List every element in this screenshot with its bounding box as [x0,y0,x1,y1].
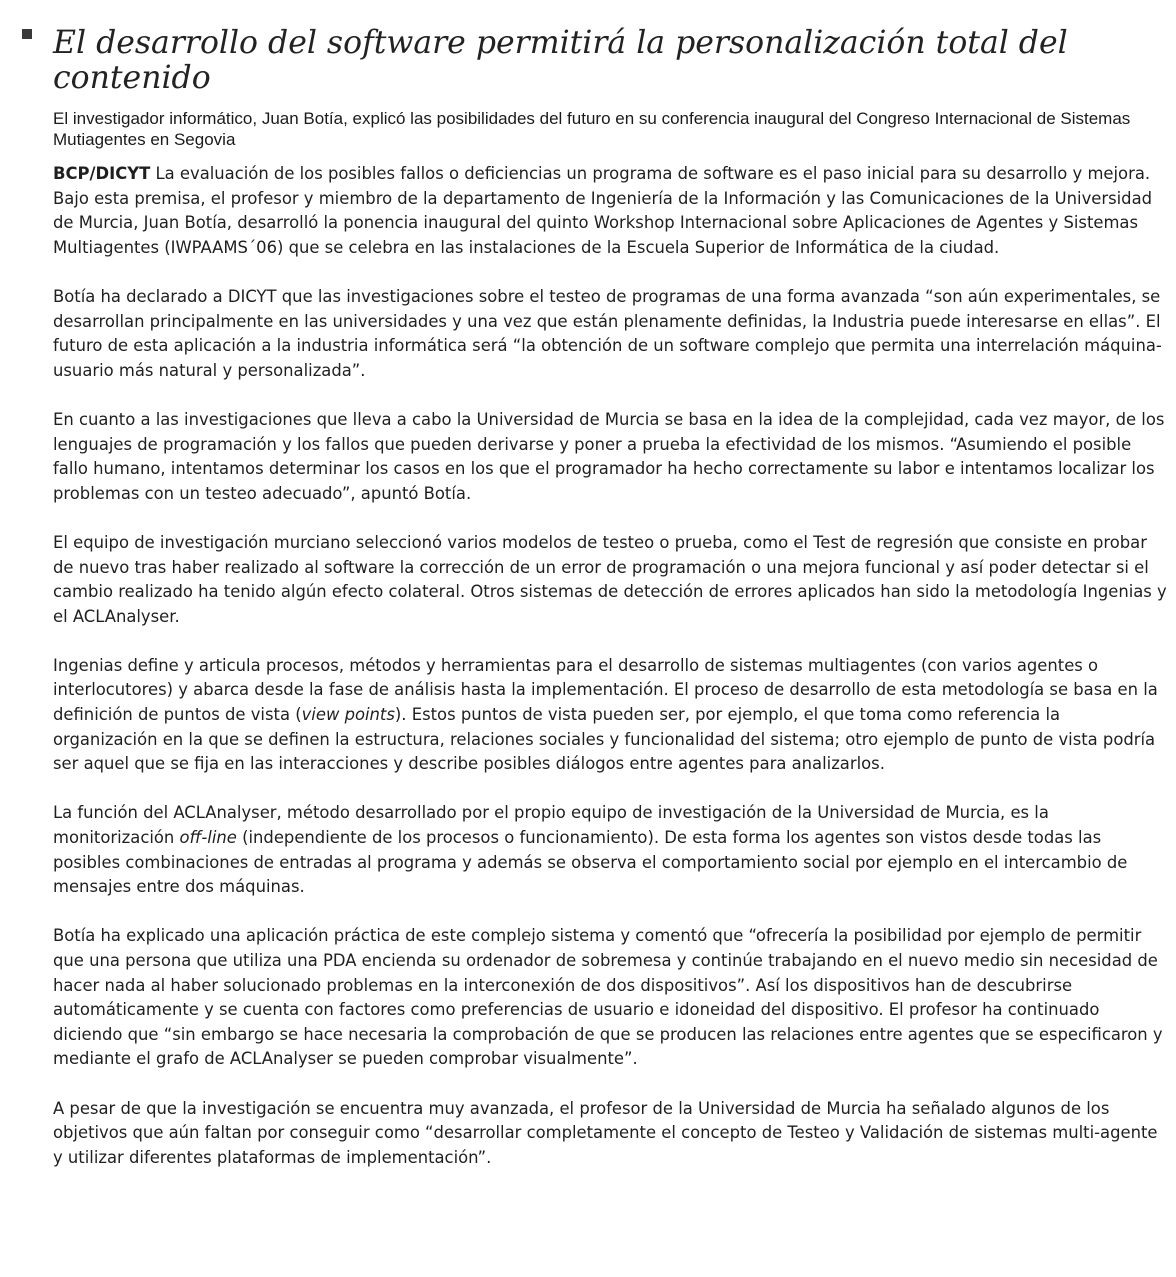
source-credit: BCP/DICYT [53,164,151,183]
paragraph-2: Botía ha declarado a DICYT que las investigaciones sobre el testeo de programas de una forma avanzada “son aún experimentales, se desarrollan principalmente en las universidades y una vez que están plenamente definidas, la Industria puede interesarse en ellas”. El futuro de esta aplicación a la industria informática será “la obtención de un software complejo que permita una interrelación máquina-usuario más natural y personalizada”. [53,286,1162,380]
paragraph-4: El equipo de investigación murciano seleccionó varios modelos de testeo o prueba, como el Test de regresión que consiste en probar de nuevo tras haber realizado al software la corrección de un error de programación o una mejora funcional y así poder detectar si el cambio realizado ha tenido algún efecto colateral. Otros sistemas de detección de errores aplicados han sido la metodología Ingenias y el ACLAnalyser. [53,532,1167,626]
paragraph-6-emphasis: off-line [179,828,237,848]
paragraph-3: En cuanto a las investigaciones que lleva a cabo la Universidad de Murcia se basa en la idea de la complejidad, cada vez mayor, de los lenguajes de programación y los fallos que pueden derivarse y poner a prueba la efectividad de los mismos. “Asumiendo el posible fallo humano, intentamos determinar los casos en los que el programador ha hecho correctamente su labor e intentamos localizar los problemas con un testeo adecuado”, apuntó Botía. [53,409,1165,503]
paragraph-6 [53,801,1167,899]
paragraph-1-text: La evaluación de los posibles fallos o deficiencias un programa de software es el paso inicial para su desarrollo y mejora. Bajo esta premisa, el profesor y miembro de la departamento de Ingeniería de la Información y las Comunicaciones de la Universidad de Murcia, Juan Botía, desarrolló la ponencia inaugural del quinto Workshop Internacional sobre Aplicaciones de Agentes y Sistemas Multiagentes (IWPAAMS´06) que se celebra en las instalaciones de la Escuela Superior de Informática de la ciudad. [53,164,1153,257]
paragraph-5-text-a: Ingenias define y articula procesos, métodos y herramientas para el desarrollo de sistemas multiagentes (con varios agentes o interlocutores) y abarca desde la fase de análisis hasta la implementación. El proceso de desarrollo de esta metodología se basa en la definición de puntos de vista ( [53,655,1158,725]
paragraph-8: A pesar de que la investigación se encuentra muy avanzada, el profesor de la Universidad de Murcia ha señalado algunos de los objetivos que aún faltan por conseguir como “desarrollar completamente el concepto de Testeo y Validación de sistemas multi-agente y utilizar diferentes plataformas de implementación”. [53,1098,1158,1167]
paragraph-6-text-a: La función del ACLAnalyser, método desarrollado por el propio equipo de investigación de la Universidad de Murcia, es la monitorización [53,803,1049,848]
paragraph-6-text-b: (independiente de los procesos o funcionamiento). De esta forma los agentes son vistos desde todas las posibles combinaciones de entradas al programa y además se observa el comportamiento social por ejemplo en el intercambio de mensajes entre dos máquinas. [53,828,1128,897]
paragraph-5-emphasis: view points [301,705,395,725]
article-subtitle: El investigador informático, Juan Botía, explicó las posibilidades del futuro en su conferencia inaugural del Congreso Internacional de Sistemas Mutiagentes en Segovia [53,109,1131,149]
bullet-square-icon [22,29,32,39]
article-body [53,162,1167,1195]
paragraph-5-text-b: ). Estos puntos de vista pueden ser, por ejemplo, el que toma como referencia la organización en la que se definen la estructura, relaciones sociales y funcionalidad del sistema; otro ejemplo de punto de vista podría ser aquel que se fija en las interacciones y describe posibles diálogos entre agentes para analizarlos. [53,705,1156,774]
paragraph-5 [53,654,1167,777]
article-title: El desarrollo del software permitirá la personalización total del contenido [53,25,1068,96]
paragraph-7: Botía ha explicado una aplicación práctica de este complejo sistema y comentó que “ofrecería la posibilidad por ejemplo de permitir que una persona que utiliza una PDA encienda su ordenador de sobremesa y continúe trabajando en el nuevo medio sin necesidad de hacer nada al haber solucionado problemas en la interconexión de dos dispositivos”. Así los dispositivos han de descubrirse automáticamente y se cuenta con factores como preferencias de usuario e idoneidad del dispositivo. El profesor ha continuado diciendo que “sin embargo se hace necesaria la comprobación de que se producen las relaciones entre agentes que se especificaron y mediante el grafo de ACLAnalyser se pueden comprobar visualmente”. [53,926,1163,1069]
paragraph-1 [53,162,1167,260]
